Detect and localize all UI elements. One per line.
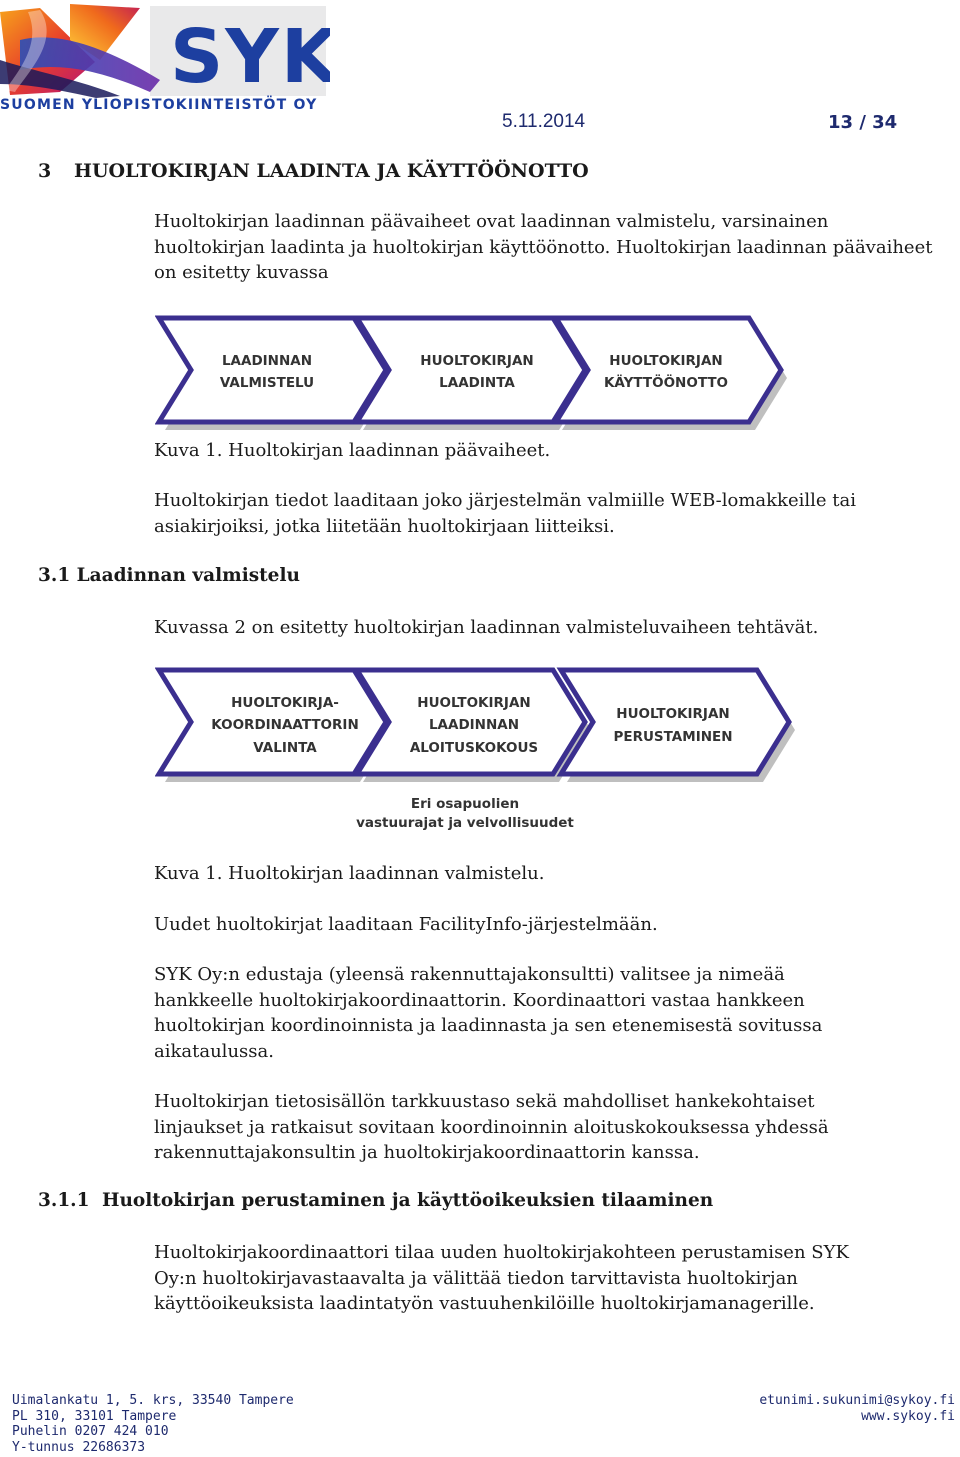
preparation-step-1-line1: HUOLTOKIRJA- bbox=[231, 695, 339, 711]
paragraph-line: Huoltokirjakoordinaattori tilaa uuden huoltokirjakohteen perustamisen SYK bbox=[154, 1242, 849, 1263]
paragraph-line: asiakirjoiksi, jotka liitetään huoltokirjaan liitteiksi. bbox=[154, 515, 615, 537]
paragraph-line: huoltokirjan koordinoinnista ja laadinnasta ja sen etenemisestä sovitussa bbox=[154, 1015, 823, 1036]
paragraph-line: Huoltokirjan tiedot laaditaan joko järjestelmän valmiille WEB-lomakkeille tai bbox=[154, 490, 856, 511]
footer-street-address: Uimalankatu 1, 5. krs, 33540 Tampere bbox=[12, 1393, 294, 1408]
figure-2-note bbox=[340, 795, 590, 833]
section-3-intro bbox=[154, 209, 954, 286]
document-date: 5.11.2014 bbox=[502, 111, 586, 132]
footer-address bbox=[12, 1393, 294, 1455]
paragraph-line: Oy:n huoltokirjavastaavalta ja välittää tiedon tarvittavista huoltokirjan bbox=[154, 1267, 798, 1289]
section-3-1-para-3 bbox=[154, 1089, 954, 1166]
section-3-1-1-number: 3.1.1 bbox=[38, 1190, 90, 1211]
footer-contact bbox=[759, 1393, 955, 1424]
preparation-step-2-line1: HUOLTOKIRJAN bbox=[417, 695, 531, 711]
figure-1-process-diagram bbox=[155, 312, 800, 437]
preparation-step-2 bbox=[357, 670, 591, 782]
company-name-text: SUOMEN YLIOPISTOKIINTEISTÖT OY bbox=[0, 97, 318, 113]
preparation-step-3-line1: HUOLTOKIRJAN bbox=[616, 706, 730, 722]
preparation-step-3 bbox=[561, 670, 795, 782]
section-3-after-figure bbox=[154, 488, 954, 539]
process-step-3-line2: KÄYTTÖÖNOTTO bbox=[603, 375, 729, 391]
preparation-step-2-line3: ALOITUSKOKOUS bbox=[409, 740, 539, 756]
paragraph-line: SYK Oy:n edustaja (yleensä rakennuttajakonsultti) valitsee ja nimeää bbox=[154, 964, 785, 985]
intro-line: on esitetty kuvassa bbox=[154, 262, 329, 283]
figure-1-caption: Kuva 1. Huoltokirjan laadinnan päävaiheet. bbox=[154, 440, 551, 461]
footer-postal-address: PL 310, 33101 Tampere bbox=[12, 1408, 177, 1424]
section-3-number: 3 bbox=[38, 160, 52, 182]
preparation-step-1-line2: KOORDINAATTORIN bbox=[211, 717, 359, 733]
process-step-3 bbox=[556, 318, 787, 430]
figure-2-caption: Kuva 1. Huoltokirjan laadinnan valmistelu. bbox=[154, 863, 545, 884]
process-step-3-line1: HUOLTOKIRJAN bbox=[609, 353, 723, 369]
figure-2-note-line1: Eri osapuolien bbox=[410, 796, 520, 812]
paragraph-line: aikataulussa. bbox=[154, 1040, 274, 1062]
section-3-1-para-2 bbox=[154, 962, 954, 1064]
process-step-2-line2: LAADINTA bbox=[439, 375, 515, 391]
preparation-step-1-line3: VALINTA bbox=[253, 740, 317, 756]
section-3-1-title: 3.1 Laadinnan valmistelu bbox=[38, 565, 300, 586]
logo-text: SYK bbox=[170, 14, 330, 100]
figure-2-note-line2: vastuurajat ja velvollisuudet bbox=[356, 815, 574, 831]
footer-business-id: Y-tunnus 22686373 bbox=[12, 1439, 146, 1455]
section-3-1-1-title: Huoltokirjan perustaminen ja käyttöoikeuksien tilaaminen bbox=[102, 1190, 714, 1211]
paragraph-line: hankkeelle huoltokirjakoordinaattorin. Koordinaattori vastaa hankkeen bbox=[154, 989, 805, 1011]
footer-phone: Puhelin 0207 424 010 bbox=[12, 1424, 169, 1439]
paragraph-line: linjaukset ja ratkaisut sovitaan koordinoinnin aloituskokouksessa yhdessä bbox=[154, 1116, 829, 1138]
preparation-step-1 bbox=[159, 670, 392, 782]
footer-email-link[interactable]: etunimi.sukunimi@sykoy.fi bbox=[759, 1393, 955, 1408]
section-3-1-1-para bbox=[154, 1240, 954, 1317]
process-step-1-line2: VALMISTELU bbox=[219, 375, 315, 391]
section-3-title: HUOLTOKIRJAN LAADINTA JA KÄYTTÖÖNOTTO bbox=[74, 160, 589, 182]
figure-2-process-diagram bbox=[155, 664, 805, 794]
paragraph-line: rakennuttajakonsultin ja huoltokirjakoordinaattorin kanssa. bbox=[154, 1142, 700, 1163]
preparation-step-2-line2: LAADINNAN bbox=[428, 717, 520, 733]
section-3-1-intro: Kuvassa 2 on esitetty huoltokirjan laadinnan valmisteluvaiheen tehtävät. bbox=[154, 617, 819, 638]
page-number: 13 / 34 bbox=[828, 112, 898, 133]
footer-website-link[interactable]: www.sykoy.fi bbox=[861, 1408, 955, 1424]
intro-line: Huoltokirjan laadinnan päävaiheet ovat laadinnan valmistelu, varsinainen bbox=[154, 211, 829, 232]
process-step-2 bbox=[357, 318, 591, 430]
process-step-2-line1: HUOLTOKIRJAN bbox=[420, 353, 534, 369]
process-step-1 bbox=[159, 318, 392, 430]
preparation-step-3-line2: PERUSTAMINEN bbox=[613, 729, 733, 745]
intro-line: huoltokirjan laadinta ja huoltokirjan käyttöönotto. Huoltokirjan laadinnan päävaiheet bbox=[154, 236, 933, 258]
process-step-1-line1: LAADINNAN bbox=[221, 353, 313, 369]
company-name bbox=[0, 97, 330, 117]
section-3-1-para-1: Uudet huoltokirjat laaditaan FacilityInfo-järjestelmään. bbox=[154, 914, 658, 935]
paragraph-line: käyttöoikeuksista laadintatyön vastuuhenkilöille huoltokirjamanagerille. bbox=[154, 1293, 815, 1314]
paragraph-line: Huoltokirjan tietosisällön tarkkuustaso sekä mahdolliset hankekohtaiset bbox=[154, 1091, 815, 1112]
